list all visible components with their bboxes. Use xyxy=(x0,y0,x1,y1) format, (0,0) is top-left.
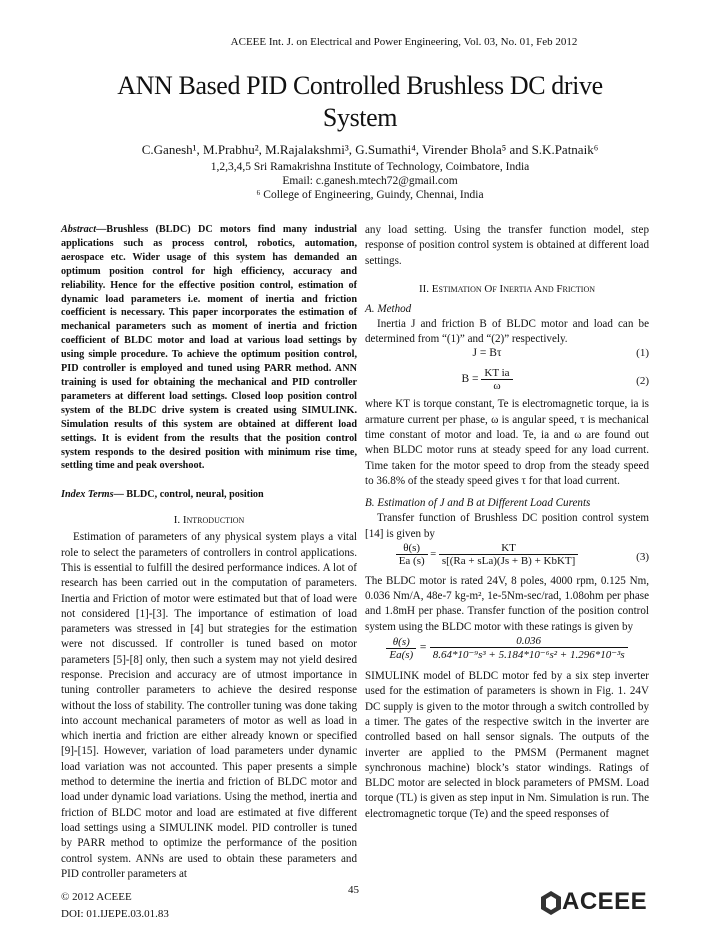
logo-mark-icon xyxy=(540,890,562,916)
simulink-text: SIMULINK model of BLDC motor fed by a six step inverter used for the estimation of parameters is shown in Fig. 1. 24V DC supply is given to the motor through a switch controlled by a timer. The gates of the respective switch in the inverter are controlled based on hall sensor signals. The outputs of the inverter are applied to the PMSM (Permanent magnet synchronous machine) block’s stator windings. Ratings of BLDC motor are selected in block parameters of PMSM. Load torque (TL) is given as step input in Nm. Simulation is run. The electromagnetic torque (Te) and the speed responses of xyxy=(365,670,649,820)
equation-explanation: where KT is torque constant, Te is electromagnetic torque, ia is armature current per phase, ω is angular speed, τ is mechanical time constant of motor and load. Te, ia and ω are found out when BLDC motor runs at steady speed for any load current. Time taken for the motor speed to drop from the steady speed to 36.8% of the steady speed gives τ for that load current. xyxy=(365,398,649,487)
equation-1-expr: J = Bτ xyxy=(472,347,502,360)
index-terms-text: — BLDC, control, neural, position xyxy=(113,489,264,501)
section-1-heading: I. Introduction xyxy=(173,514,245,527)
left-column xyxy=(61,223,357,882)
equation-3-rhs-num: KT xyxy=(439,542,578,555)
equation-4-rhs-num: 0.036 xyxy=(430,635,628,648)
equation-4-lhs-den: Ea(s) xyxy=(389,648,414,661)
page-number: 45 xyxy=(348,884,359,896)
authors: C.Ganesh¹, M.Prabhu², M.Rajalakshmi³, G.Sumathi⁴, Virender Bhola⁵ and S.K.Patnaik⁶ xyxy=(141,142,599,157)
equation-2-numerator: KT ia xyxy=(481,367,512,380)
equation-3-lhs-num: θ(s) xyxy=(396,542,428,555)
paper-title xyxy=(60,70,660,134)
subsection-a-text: Inertia J and friction B of BLDC motor and load can be determined from “(1)” and “(2)” respectively. xyxy=(365,317,649,346)
doi: DOI: 01.IJEPE.03.01.83 xyxy=(61,908,169,920)
section-1-text: Estimation of parameters of any physical system plays a vital role to select the parameters of controllers in control applications. This is essential to fulfill the desired performance indices. A lot of research has been carried out in the computation of parameters. Inertia and Friction of motor were estimated but that of load were not considered [1]-[3]. The importance of estimation of load parameters was stressed in [4] but strategies for the estimation were not discussed. If controller is tuned based on motor parameters [5]-[8] only, then such a system may not yield desired response. Precision and accuracy are of utmost importance in tuning controller parameters to achieve the desired response without the loss of stability. The controller tuning was done taking into account mechanical parameters of motor as well as load in which inertia and friction are either already known or specified [9]-[15]. However, variation of load parameters under dynamic load variation was not accounted. This paper presents a simple method to determine the inertia and friction of BLDC motor and load under dynamic load variations. Using the method, inertia and friction of BLDC motor and load are estimated at five different load settings using a SIMULINK model. PID controller is tuned by PARR method to optimize the performance of the position control system. ANNs are used to obtain these parameters and PID controller parameters at xyxy=(61,531,357,880)
abstract-label: Abstract xyxy=(61,224,97,235)
copyright: © 2012 ACEEE xyxy=(61,891,132,903)
affiliation-1: 1,2,3,4,5 Sri Ramakrishna Institute of Technology, Coimbatore, India xyxy=(210,161,530,173)
affiliation-email: Email: c.ganesh.mtech72@gmail.com xyxy=(282,175,458,187)
equation-4-rhs-den: 8.64*10⁻⁹s³ + 5.184*10⁻⁶s² + 1.296*10⁻³s xyxy=(432,649,625,662)
equation-2-lhs: B = xyxy=(461,373,479,386)
subsection-b-heading: B. Estimation of J and B at Different Load Curents xyxy=(365,497,591,510)
equation-1-number: (1) xyxy=(636,347,649,360)
index-terms-label: Index Terms xyxy=(61,489,114,501)
index-terms xyxy=(61,489,357,500)
abstract xyxy=(61,223,357,473)
subsection-b-text: Transfer function of Brushless DC position control system [14] is given by xyxy=(365,512,649,540)
equation-4-lhs-num: θ(s) xyxy=(386,636,416,649)
subsection-a-heading: A. Method xyxy=(365,302,412,315)
equation-2 xyxy=(365,367,649,397)
equation-4: $\frac{\theta(s)}{Ea(s)}$ = $\frac{0.036}{\text{8.64*10⁻⁹s³ + 5.184*10⁻⁶s² + 1.296*10⁻³s}}$ xyxy=(365,635,649,669)
equation-3-lhs-den: Ea (s) xyxy=(398,554,425,567)
equation-1 xyxy=(365,347,649,367)
abstract-text: —Brushless (BLDC) DC motors find many industrial applications such as process control, robotics, automation, aerospace etc. Wider usage of this system has demanded an optimum position control for high efficiency, accuracy and reliability. Hence for the effective position control, estimation of dynamic load parameters i.e. moment of inertia and friction coefficient is necessary. This paper incorporates the estimation of mechanical parameters such as moment of inertia and friction coefficient of BLDC motor and load at various load settings by using simple procedure. To achieve the optimum position control, PID controller is employed and tuned using PARR method. ANN training is used for obtaining the mechanical and PID controller parameters at different load settings. Closed loop position control system of the BLDC drive system is created using SIMULINK. Simulation results of this system are obtained at different load settings. It is evident from the results that the position control system responds to the desired position with minimum rise time, settling time and peak overshoot. xyxy=(61,224,357,472)
equation-2-number: (2) xyxy=(636,375,649,388)
affiliations xyxy=(40,160,700,202)
motor-rating-text: The BLDC motor is rated 24V, 8 poles, 4000 rpm, 0.125 Nm, 0.036 Nm/A, 48e-7 kg-m², 1e-5Nm-sec/rad, 1.08ohm per phase and 1.8mH per phase. Transfer function of the position control system using the BLDC motor with these ratings is given by xyxy=(365,574,649,633)
logo-text: ACEEE xyxy=(562,888,648,915)
title-line-2: System xyxy=(322,103,398,132)
aceee-logo xyxy=(540,888,650,918)
journal-header: ACEEE Int. J. on Electrical and Power Engineering, Vol. 03, No. 01, Feb 2012 xyxy=(230,36,578,48)
equation-3: $\frac{\theta(s)}{Ea (s)}$ = $\frac{KT}{\text{s[(Ra + sLa)(Js + B) + KbKT]}}$ (3) xyxy=(365,542,649,574)
equation-3-rhs-den: s[(Ra + sLa)(Js + B) + KbKT] xyxy=(441,554,576,567)
equation-3-number: (3) xyxy=(636,550,649,563)
equation-2-denominator: ω xyxy=(493,380,501,393)
section-2-heading: II. Estimation Of Inertia And Friction xyxy=(418,282,595,295)
affiliation-2: ⁶ College of Engineering, Guindy, Chennai, India xyxy=(256,189,484,201)
title-line-1: ANN Based PID Controlled Brushless DC drive xyxy=(117,71,603,100)
right-column xyxy=(365,223,649,822)
footer-info xyxy=(61,889,169,923)
right-intro-text: any load setting. Using the transfer function model, step response of position control system is obtained at different load settings. xyxy=(365,224,649,267)
